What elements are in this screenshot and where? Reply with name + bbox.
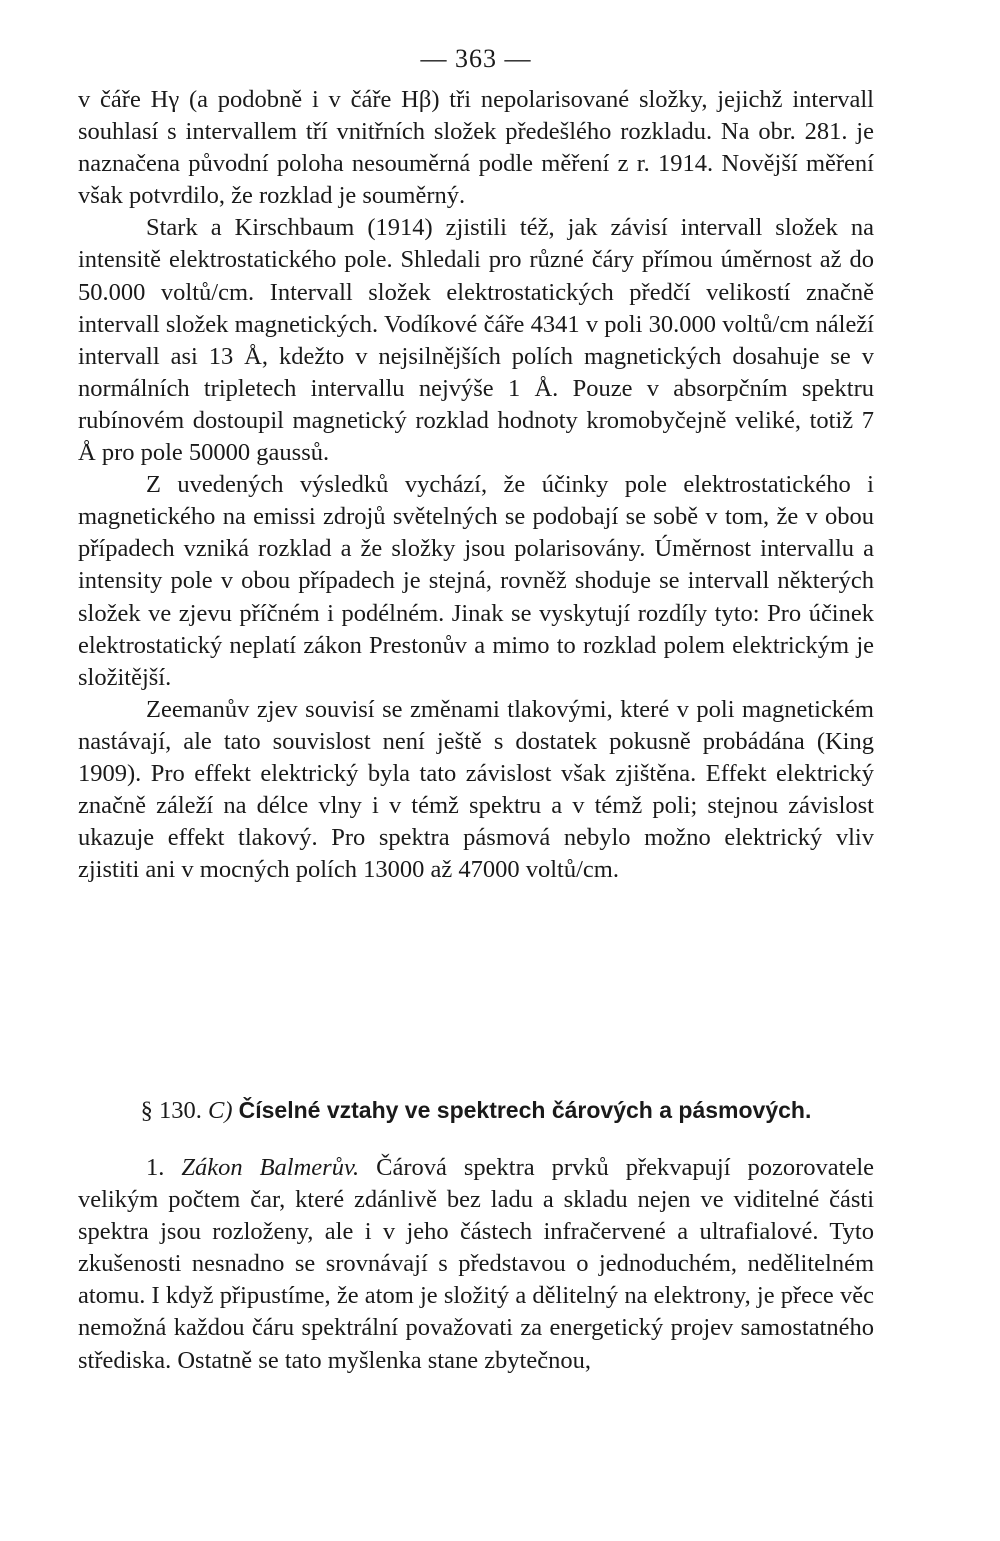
section-letter: C)	[208, 1097, 233, 1124]
section-heading	[78, 1094, 874, 1127]
book-page	[78, 0, 874, 1541]
paragraph-5	[78, 1152, 874, 1377]
paragraph-3: Z uvedených výsledků vychází, že účinky pole elektrostatického i magnetického na emissi zdrojů světelných se podobají se sobě v tom, že v obou případech vzniká rozklad a že složky jsou polarisovány. Úměrnost intervallu a intensity pole v obou případech je stejná, rovněž shoduje se intervall některých složek ve zjevu příčném i podélném. Jinak se vyskytují rozdíly tyto: Pro účinek elektrostatický neplatí zákon Prestonův a mimo to rozklad polem elektrickým je složitější.	[78, 471, 874, 691]
paragraph-5-text: Čárová spektra prvků překvapují pozorovatele velikým počtem čar, které zdánlivě bez ladu a skladu nejen ve viditelné části spektra jsou rozloženy, ale i v jeho částech infračervené a ultrafialové. Tyto zkušenosti nesnadno se srovnávají s představou o jednoduchém, nedělitelném atomu. I když připustíme, že atom je složitý a dělitelný na elektrony, je přece věc nemožná každou čáru spektrální považovati za energetický projev samostatného střediska. Ostatně se tato myšlenka stane zbytečnou,	[78, 1154, 875, 1374]
section-body	[78, 1152, 874, 1377]
paragraph-4: Zeemanův zjev souvisí se změnami tlakovými, které v poli magnetickém nastávají, ale tato souvislost není ještě s dostatek pokusně probádána (King 1909). Pro effekt elektrický byla tato závislost však zjištěna. Effekt elektrický značně záleží na délce vlny i v témž spektru a v témž poli; stejnou závislost ukazuje effekt tlakový. Pro spektra pásmová nebylo možno elektrický vliv zjistiti ani v mocných polích 13000 až 47000 voltů/cm.	[78, 695, 874, 884]
paragraph-5-italic-title: Zákon Balmerův.	[181, 1154, 360, 1181]
section-number: § 130.	[140, 1097, 202, 1124]
paragraph-5-number: 1.	[146, 1154, 165, 1181]
page-number: — 363 —	[420, 44, 532, 73]
paragraph-1: v čáře Hγ (a podobně i v čáře Hβ) tři nepolarisované složky, jejichž intervall souhlasí s intervallem tří vnitřních složek předešlého rozkladu. Na obr. 281. je naznačena původní poloha nesouměrná podle měření z r. 1914. Novější měření však potvrdilo, že rozklad je souměrný.	[78, 86, 874, 210]
body-text	[78, 84, 874, 886]
paragraph-2: Stark a Kirschbaum (1914) zjistili též, jak závisí intervall složek na intensitě elektrostatického pole. Shledali pro různé čáry přímou úměrnost až do 50.000 voltů/cm. Intervall složek elektrostatických předčí velikostí značně intervall složek magnetických. Vodíkové čáře 4341 v poli 30.000 voltů/cm náleží intervall asi 13 Å, kdežto v nejsilnějších polích magnetických dosahuje se v normálních tripletech intervallu nejvýše 1 Å. Pouze v absorpčním spektru rubínovém dostoupil magnetický rozklad hodnoty kromobyčejně veliké, totiž 7 Å pro pole 50000 gaussů.	[78, 214, 874, 467]
section-title: Číselné vztahy ve spektrech čárových a pásmových.	[238, 1097, 812, 1123]
